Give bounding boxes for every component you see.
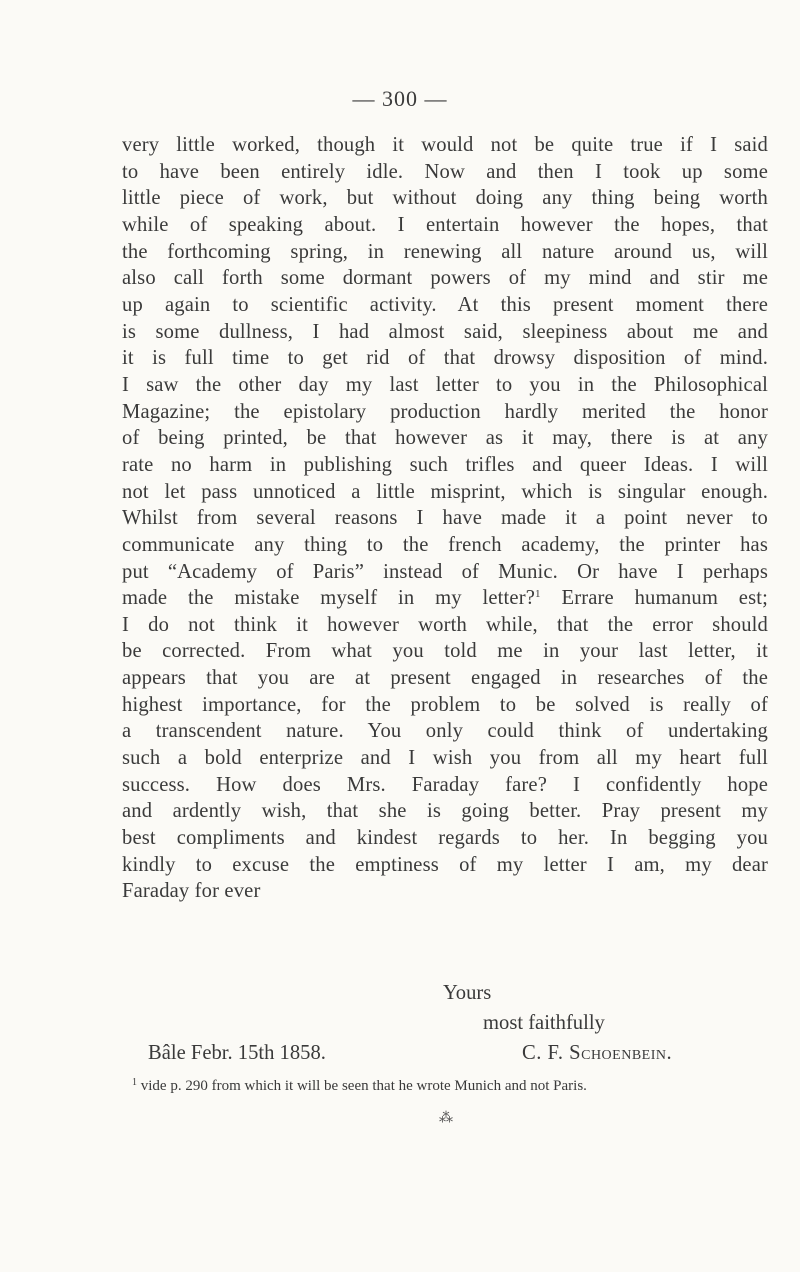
letter-line: very little worked, though it would not be quite true if I said (122, 134, 768, 156)
letter-line: and ardently wish, that she is going better. Pray present my (122, 800, 768, 823)
footnote-text: vide p. 290 from which it will be seen that he wrote Munich and not Paris. (140, 1078, 587, 1094)
closing-faithfully: most faithfully (483, 1012, 605, 1034)
letter-line: of being printed, be that however as it may, there is at any (122, 427, 768, 450)
footnote-number: 1 (132, 1077, 137, 1088)
letter-line: not let pass unnoticed a little misprint, which is singular enough. (122, 480, 768, 503)
printer-ornament: ⁂ (439, 1111, 453, 1126)
letter-line: is some dullness, I had almost said, sleepiness about me and (122, 320, 768, 343)
letter-line: appears that you are at present engaged in researches of the (122, 667, 768, 690)
letter-line-start: made the mistake myself in my letter? (122, 587, 536, 610)
letter-line: I saw the other day my last letter to you in the Philosophical (122, 373, 768, 396)
letter-line: the forthcoming spring, in renewing all nature around us, will (122, 240, 768, 263)
closing-yours: Yours (443, 982, 492, 1004)
letter-line: to have been entirely idle. Now and then I took up some (122, 160, 768, 183)
letter-line: Magazine; the epistolary production hardly merited the honor (122, 400, 768, 423)
page-number: — 300 — (352, 86, 448, 111)
letter-line: little piece of work, but without doing any thing being worth (122, 187, 768, 210)
letter-line: Faraday for ever (122, 880, 261, 903)
place-date: Bâle Febr. 15th 1858. (148, 1042, 326, 1064)
letter-line: also call forth some dormant powers of my mind and stir me (122, 267, 768, 290)
letter-line: while of speaking about. I entertain however the hopes, that (122, 213, 768, 236)
letter-line: I do not think it however worth while, that the error should (122, 613, 768, 636)
letter-line: such a bold enterprize and I wish you from all my heart full (122, 747, 768, 770)
letter-line: rate no harm in publishing such trifles and queer Ideas. I will (122, 453, 768, 476)
signature-initials: C. F. (522, 1042, 564, 1064)
letter-line: a transcendent nature. You only could think of undertaking (122, 720, 768, 743)
letter-line: best compliments and kindest regards to her. In begging you (122, 827, 768, 850)
letter-line: kindly to excuse the emptiness of my letter I am, my dear (122, 853, 768, 876)
signature-name: Schoenbein. (569, 1042, 673, 1064)
letter-line: success. How does Mrs. Faraday fare? I confidently hope (122, 773, 768, 796)
signature (522, 1042, 672, 1065)
letter-line: be corrected. From what you told me in your last letter, it (122, 640, 768, 663)
letter-body (122, 132, 768, 905)
footnote (132, 1078, 772, 1095)
letter-line-with-footnote (122, 585, 768, 612)
letter-line: up again to scientific activity. At this present moment there (122, 293, 768, 316)
letter-line: put “Academy of Paris” instead of Munic. Or have I perhaps (122, 560, 768, 583)
letter-line: Whilst from several reasons I have made it a point never to (122, 507, 768, 530)
letter-line: highest importance, for the problem to be solved is really of (122, 693, 768, 716)
letter-line: communicate any thing to the french academy, the printer has (122, 533, 768, 556)
letter-line: it is full time to get rid of that drowsy disposition of mind. (122, 347, 768, 370)
footnote-marker: 1 (535, 588, 541, 601)
letter-line-end: Errare humanum est; (561, 587, 768, 610)
